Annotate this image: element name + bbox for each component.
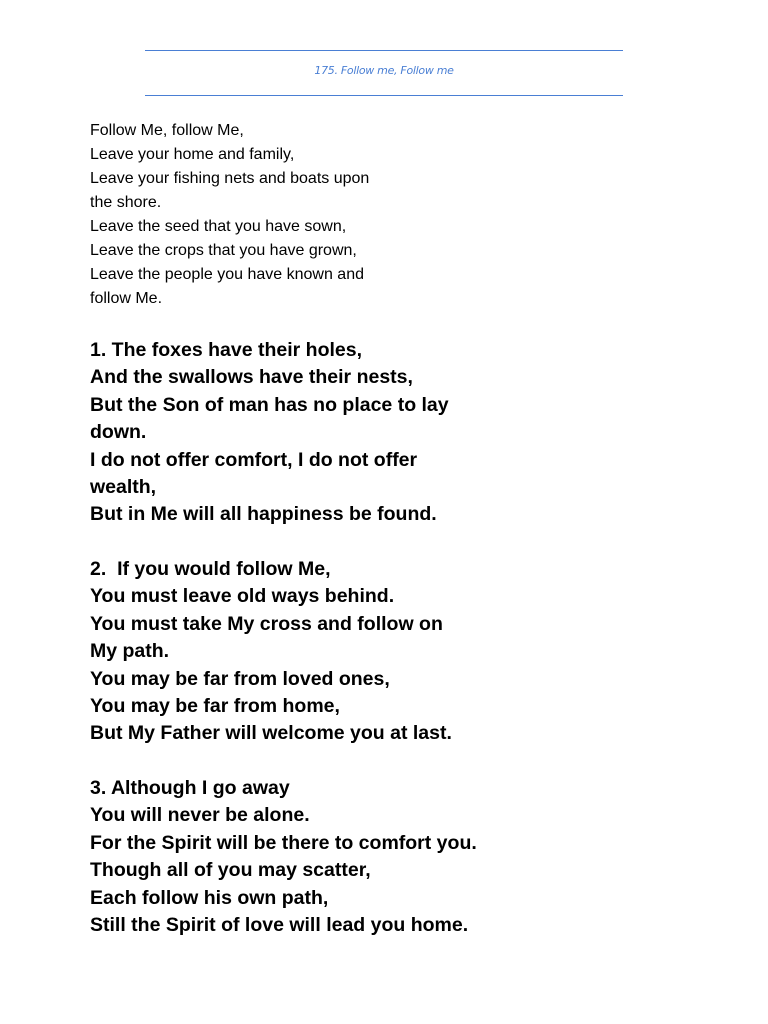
chorus-line: Leave your fishing nets and boats upon: [90, 170, 370, 187]
chorus-block: [90, 119, 730, 311]
chorus-line: follow Me.: [90, 290, 163, 307]
page-header-title: 175. Follow me, Follow me: [314, 64, 454, 77]
verse-line: Still the Spirit of love will lead you home.: [90, 914, 469, 937]
verse-line: You will never be alone.: [90, 804, 310, 827]
verse-line: My path.: [90, 640, 170, 663]
verse-line: 1. The foxes have their holes,: [90, 339, 363, 361]
verse-line: 2. If you would follow Me,: [90, 558, 331, 580]
header-bottom-rule: [145, 95, 623, 96]
chorus-line: the shore.: [90, 194, 162, 211]
verse-line: wealth,: [90, 476, 157, 499]
verse-line: You must take My cross and follow on: [90, 612, 443, 635]
verse-line: You may be far from loved ones,: [90, 667, 390, 690]
verse-line: Though all of you may scatter,: [90, 859, 371, 882]
verse-line: You must leave old ways behind.: [90, 585, 395, 608]
verse-line: For the Spirit will be there to comfort you.: [90, 831, 477, 854]
verse-line: 3. Although I go away: [90, 777, 290, 799]
verse-line: And the swallows have their nests,: [90, 366, 413, 389]
verse-line: Each follow his own path,: [90, 886, 329, 909]
verse-line: I do not offer comfort, I do not offer: [90, 448, 418, 471]
verse-1-block: [90, 337, 750, 529]
verse-3-block: [90, 775, 750, 939]
chorus-line: Leave the crops that you have grown,: [90, 242, 357, 259]
verse-line: But in Me will all happiness be found.: [90, 503, 437, 526]
verse-2-block: [90, 556, 750, 748]
chorus-line: Leave your home and family,: [90, 146, 295, 163]
header-top-rule: [145, 50, 623, 51]
verse-line: But My Father will welcome you at last.: [90, 722, 452, 745]
chorus-line: Follow Me, follow Me,: [90, 122, 244, 139]
verse-line: down.: [90, 421, 147, 444]
verse-line: But the Son of man has no place to lay: [90, 393, 449, 416]
chorus-line: Leave the seed that you have sown,: [90, 218, 347, 235]
verse-line: You may be far from home,: [90, 695, 340, 718]
chorus-line: Leave the people you have known and: [90, 266, 364, 283]
